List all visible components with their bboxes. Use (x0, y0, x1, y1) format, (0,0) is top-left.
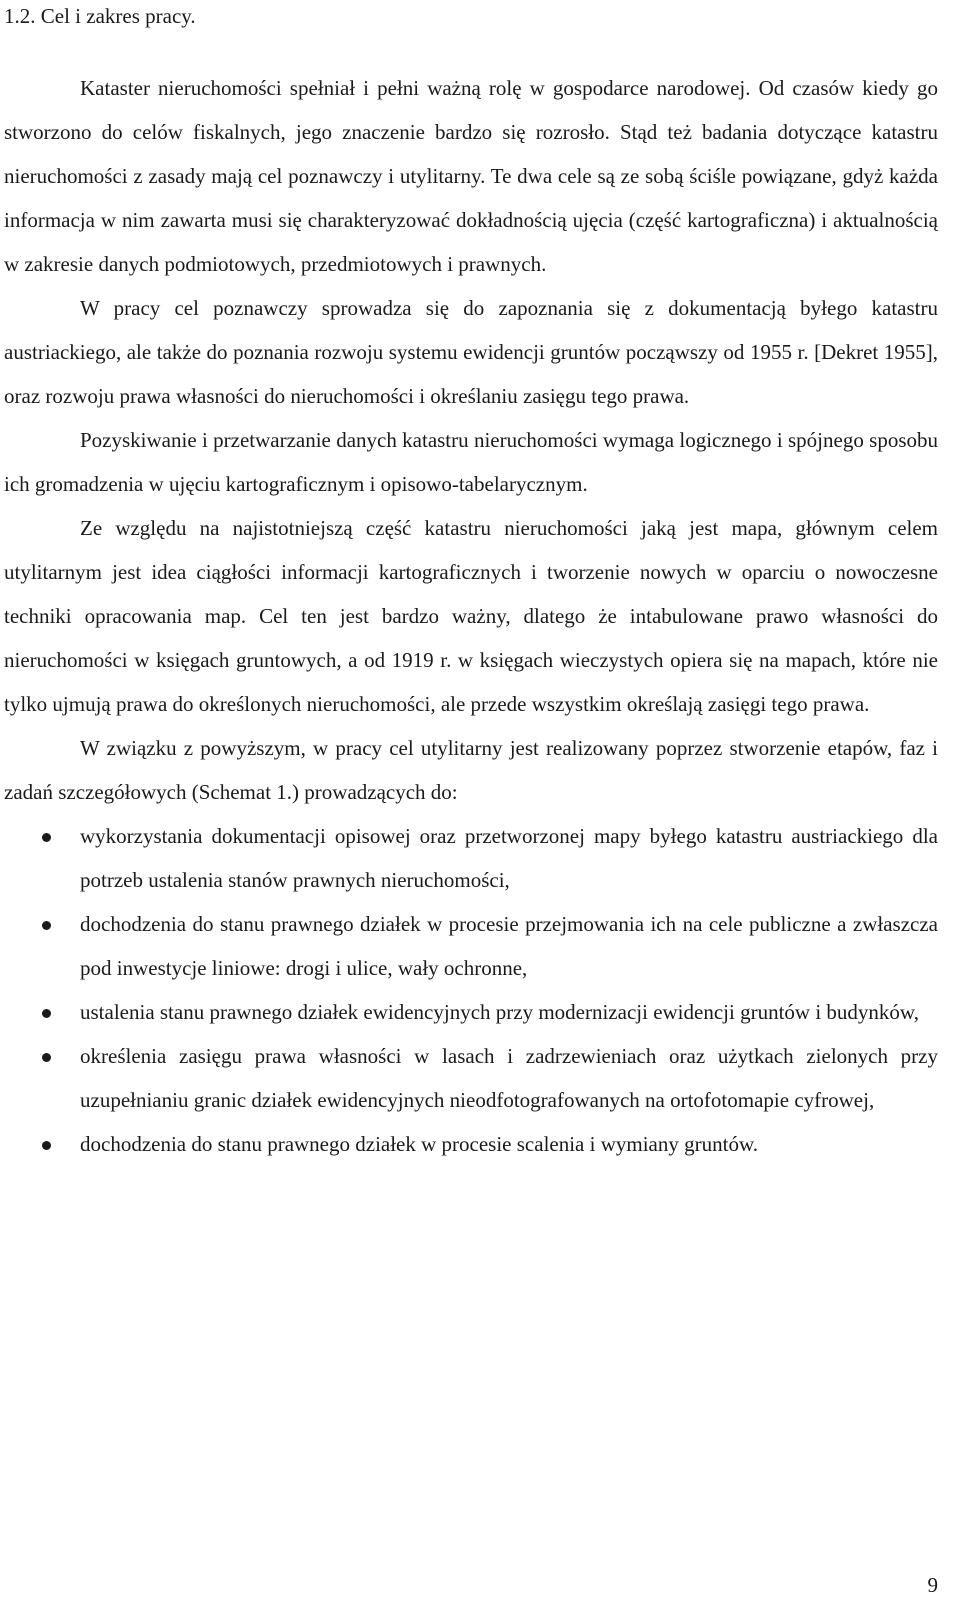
paragraph-1: Kataster nieruchomości spełniał i pełni ważną rolę w gospodarce narodowej. Od czasów kiedy go stworzono do celów fiskalnych, jego znaczenie bardzo się rozrosło. Stąd też badania dotyczące katastru nieruchomości z zasady mają cel poznawczy i utylitarny. Te dwa cele są ze sobą ściśle powiązane, gdyż każda informacja w nim zawarta musi się charakteryzować dokładnością ujęcia (część kartograficzna) i aktualnością w zakresie danych podmiotowych, przedmiotowych i prawnych. (4, 76, 938, 276)
paragraph-4: Ze względu na najistotniejszą część katastru nieruchomości jaką jest mapa, głównym celem utylitarnym jest idea ciągłości informacji kartograficznych i tworzenie nowych w oparciu o nowoczesne techniki opracowania map. Cel ten jest bardzo ważny, dlatego że intabulowane prawo własności do nieruchomości w księgach gruntowych, a od 1919 r. w księgach wieczystych opiera się na mapach, które nie tylko ujmują prawa do określonych nieruchomości, ale przede wszystkim określają zasięgi tego prawa. (4, 516, 938, 716)
page-number: 9 (927, 1573, 938, 1597)
bullet-icon (42, 921, 51, 930)
list-item (4, 902, 938, 990)
list-item (4, 814, 938, 902)
bullet-icon (42, 1009, 51, 1018)
paragraph-2: W pracy cel poznawczy sprowadza się do zapoznania się z dokumentacją byłego katastru austriackiego, ale także do poznania rozwoju systemu ewidencji gruntów począwszy od 1955 r. [Dekret 1955], oraz rozwoju prawa własności do nieruchomości i określaniu zasięgu tego prawa. (4, 296, 938, 408)
list-item-text: określenia zasięgu prawa własności w lasach i zadrzewieniach oraz użytkach zielonych przy uzupełnianiu granic działek ewidencyjnych nieodfotografowanych na ortofotomapie cyfrowej, (80, 1044, 938, 1112)
paragraph-5: W związku z powyższym, w pracy cel utylitarny jest realizowany poprzez stworzenie etapów, faz i zadań szczegółowych (Schemat 1.) prowadzących do: (4, 736, 938, 804)
list-item-text: ustalenia stanu prawnego działek ewidencyjnych przy modernizacji ewidencji gruntów i budynków, (80, 1000, 919, 1024)
list-item (4, 1122, 938, 1166)
list-item (4, 1034, 938, 1122)
list-item-text: dochodzenia do stanu prawnego działek w procesie scalenia i wymiany gruntów. (80, 1132, 758, 1156)
document-page (4, 0, 938, 1166)
list-item-text: dochodzenia do stanu prawnego działek w procesie przejmowania ich na cele publiczne a zwłaszcza pod inwestycje liniowe: drogi i ulice, wały ochronne, (80, 912, 938, 980)
paragraph-3: Pozyskiwanie i przetwarzanie danych katastru nieruchomości wymaga logicznego i spójnego sposobu ich gromadzenia w ujęciu kartograficznym i opisowo-tabelarycznym. (4, 428, 938, 496)
bullet-icon (42, 1053, 51, 1062)
section-heading: 1.2. Cel i zakres pracy. (4, 4, 196, 28)
bullet-icon (42, 833, 51, 842)
list-item (4, 990, 938, 1034)
bullet-icon (42, 1141, 51, 1150)
bullet-list (4, 814, 938, 1166)
list-item-text: wykorzystania dokumentacji opisowej oraz przetworzonej mapy byłego katastru austriackiego dla potrzeb ustalenia stanów prawnych nieruchomości, (80, 824, 938, 892)
